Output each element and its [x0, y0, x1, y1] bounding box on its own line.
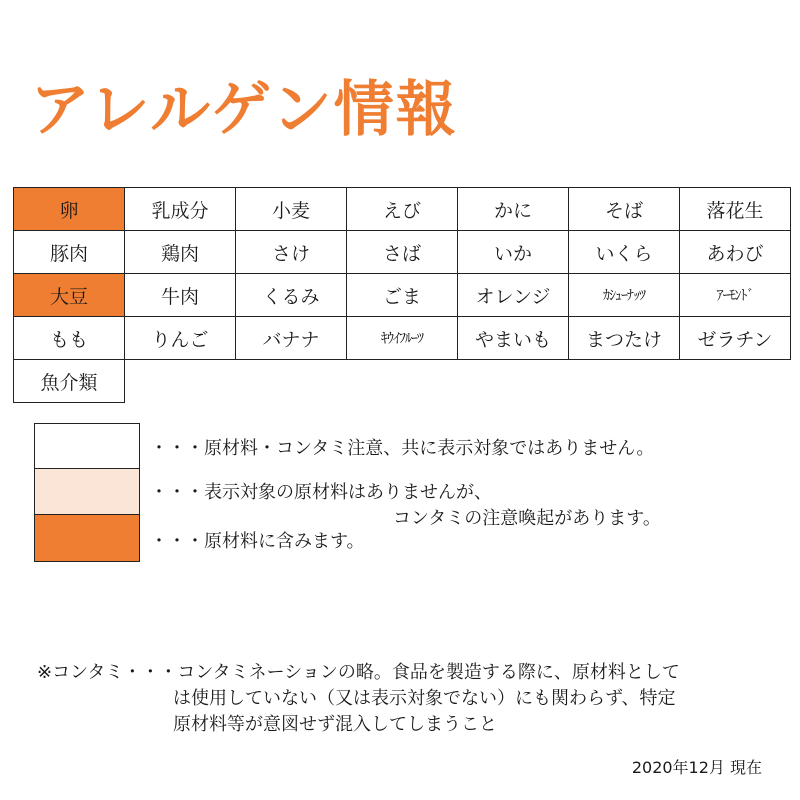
note-line-1: ※コンタミ・・・コンタミネーションの略。食品を製造する際に、原材料として: [37, 662, 680, 683]
allergen-cell: もも: [13, 316, 125, 360]
allergen-cell: そば: [568, 187, 680, 231]
allergen-cell: えび: [346, 187, 458, 231]
as-of-date: 2020年12月 現在: [631, 758, 762, 777]
allergen-cell: 卵: [13, 187, 125, 231]
allergen-cell: ｱｰﾓﾝﾄﾞ: [679, 273, 791, 317]
allergen-cell: まつたけ: [568, 316, 680, 360]
legend-text-contam-line1: ・・・表示対象の原材料はありませんが、: [150, 482, 492, 503]
allergen-cell: ゼラチン: [679, 316, 791, 360]
allergen-cell: ｶｼｭｰﾅｯﾂ: [568, 273, 680, 317]
allergen-cell: 豚肉: [13, 230, 125, 274]
allergen-cell: 鶏肉: [124, 230, 236, 274]
allergen-cell: オレンジ: [457, 273, 569, 317]
note-line-3: 原材料等が意図せず混入してしまうこと: [173, 714, 497, 735]
allergen-cell: くるみ: [235, 273, 347, 317]
allergen-cell: 乳成分: [124, 187, 236, 231]
allergen-cell: 落花生: [679, 187, 791, 231]
allergen-cell: いか: [457, 230, 569, 274]
note-line-2: は使用していない（又は表示対象でない）にも関わらず、特定: [173, 688, 676, 709]
allergen-cell: ごま: [346, 273, 458, 317]
legend-swatch-contam: [34, 468, 140, 517]
allergen-cell: かに: [457, 187, 569, 231]
legend-text-none: ・・・原材料・コンタミ注意、共に表示対象ではありません。: [150, 438, 655, 459]
legend-text-contam-line2: コンタミの注意喚起があります。: [393, 508, 661, 529]
allergen-cell: バナナ: [235, 316, 347, 360]
allergen-cell: 魚介類: [13, 359, 125, 403]
allergen-cell: あわび: [679, 230, 791, 274]
legend-text-contains: ・・・原材料に含みます。: [150, 531, 365, 552]
allergen-cell: さけ: [235, 230, 347, 274]
allergen-cell: さば: [346, 230, 458, 274]
allergen-cell: いくら: [568, 230, 680, 274]
legend-swatch-none: [34, 423, 140, 471]
allergen-cell: 牛肉: [124, 273, 236, 317]
allergen-cell: 小麦: [235, 187, 347, 231]
legend-swatch-contains: [34, 514, 140, 562]
allergen-cell: りんご: [124, 316, 236, 360]
allergen-cell: やまいも: [457, 316, 569, 360]
allergen-table: [13, 187, 790, 402]
allergen-cell: 大豆: [13, 273, 125, 317]
allergen-cell: ｷｳｲﾌﾙｰﾂ: [346, 316, 458, 360]
page-title: アレルゲン情報: [30, 75, 458, 145]
